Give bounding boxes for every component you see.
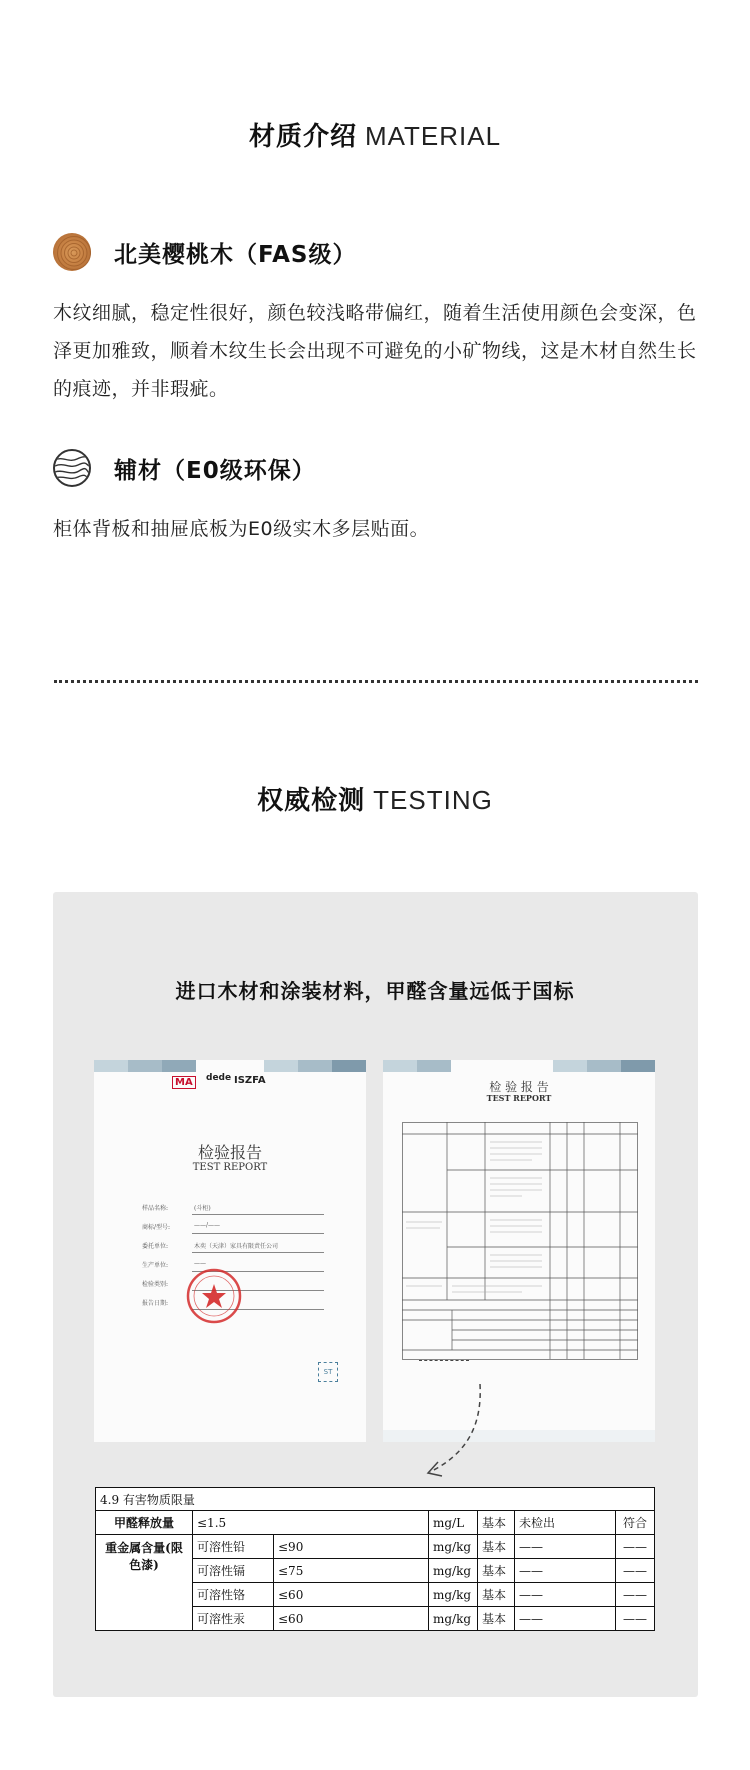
metal-unit: mg/kg	[429, 1583, 478, 1607]
report-cover-colorbar	[94, 1060, 366, 1072]
metal-result: ——	[515, 1607, 616, 1631]
metal-type: 基本	[478, 1559, 515, 1583]
testing-section-title	[0, 780, 750, 817]
cover-field-label: 检验类别:	[142, 1281, 169, 1288]
logo-dede: dede	[206, 1073, 232, 1083]
formaldehyde-limit: ≤1.5	[193, 1511, 429, 1535]
cover-stamp: ST	[318, 1362, 338, 1382]
metal-unit: mg/kg	[429, 1607, 478, 1631]
page-title-en: TEST REPORT	[486, 1093, 552, 1103]
metal-limit: ≤60	[274, 1607, 429, 1631]
metal-name: 可溶性汞	[193, 1607, 274, 1631]
cover-field-value: ——/——	[194, 1222, 221, 1229]
metal-type: 基本	[478, 1607, 515, 1631]
testing-caption: 进口木材和涂装材料，甲醛含量远低于国标	[175, 979, 575, 1003]
material-title-en: MATERIAL	[364, 121, 502, 151]
material-title-cn: 材质介绍	[248, 122, 357, 152]
section-divider	[54, 680, 698, 683]
metal-verdict: ——	[616, 1607, 655, 1631]
metal-verdict: ——	[616, 1583, 655, 1607]
cover-field-label: 委托单位:	[142, 1243, 169, 1250]
hazard-heading: 4.9 有害物质限量	[96, 1488, 655, 1511]
marble-grain-icon	[53, 449, 91, 487]
logo-iszfa: ISZFA	[234, 1075, 266, 1086]
metal-result: ——	[515, 1583, 616, 1607]
formaldehyde-type: 基本	[478, 1511, 515, 1535]
metal-type: 基本	[478, 1583, 515, 1607]
material-desc-cherry: 木纹细腻，稳定性很好，颜色较浅略带偏红，随着生活使用颜色会变深，色泽更加雅致，顺着木纹生长会出现不可避免的小矿物线，这是木材自然生长的痕迹，并非瑕疵。	[53, 302, 697, 400]
report-page-colorbar	[383, 1060, 655, 1072]
official-seal	[186, 1268, 242, 1324]
metal-verdict: ——	[616, 1559, 655, 1583]
metal-result: ——	[515, 1559, 616, 1583]
curved-arrow-icon	[420, 1382, 490, 1482]
metal-unit: mg/kg	[429, 1559, 478, 1583]
formaldehyde-unit: mg/L	[429, 1511, 478, 1535]
cover-field-value: 木奕（天津）家具有限责任公司	[194, 1243, 279, 1250]
cover-title-cn: 检验报告	[197, 1143, 262, 1162]
page-title-cn: 检 验 报 告	[489, 1080, 549, 1094]
metal-limit: ≤75	[274, 1559, 429, 1583]
metal-unit: mg/kg	[429, 1535, 478, 1559]
hazard-table	[95, 1487, 655, 1631]
metal-verdict: ——	[616, 1535, 655, 1559]
hazard-table-wrap	[95, 1487, 655, 1631]
logo-ma: MA	[172, 1076, 196, 1089]
metal-group-label: 重金属含量(限色漆)	[96, 1535, 193, 1631]
material-name-cherry: 北美樱桃木（FAS级）	[114, 242, 357, 268]
cover-field-value: (斗柜)	[194, 1205, 211, 1212]
testing-title-en: TESTING	[373, 785, 493, 815]
testing-title-cn: 权威检测	[257, 786, 366, 816]
report-cover-image	[94, 1060, 366, 1442]
formaldehyde-name: 甲醛释放量	[96, 1511, 193, 1535]
cover-field-label: 生产单位:	[142, 1262, 169, 1269]
formaldehyde-result: 未检出	[515, 1511, 616, 1535]
cover-field-label: 样品名称:	[142, 1205, 169, 1212]
material-desc-aux: 柜体背板和抽屉底板为E0级实木多层贴面。	[53, 518, 430, 540]
wood-grain-icon	[53, 233, 91, 271]
metal-limit: ≤60	[274, 1583, 429, 1607]
report-page-table	[402, 1122, 638, 1360]
metal-result: ——	[515, 1535, 616, 1559]
material-section-title	[0, 116, 750, 153]
formaldehyde-verdict: 符合	[616, 1511, 655, 1535]
cover-field-value: ——	[194, 1260, 206, 1267]
metal-type: 基本	[478, 1535, 515, 1559]
metal-name: 可溶性铅	[193, 1535, 274, 1559]
cover-field-label: 商标/型号:	[142, 1224, 171, 1231]
metal-name: 可溶性镉	[193, 1559, 274, 1583]
metal-limit: ≤90	[274, 1535, 429, 1559]
material-name-aux: 辅材（E0级环保）	[114, 458, 316, 484]
metal-name: 可溶性铬	[193, 1583, 274, 1607]
cover-field-label: 报告日期:	[142, 1300, 169, 1307]
cover-title-en: TEST REPORT	[192, 1162, 268, 1173]
